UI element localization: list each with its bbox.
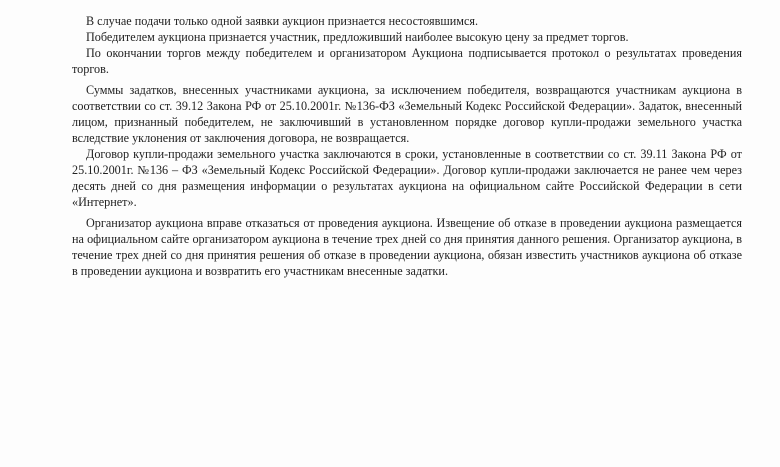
document-body — [72, 13, 742, 279]
paragraph-deposits: Суммы задатков, внесенных участниками аукциона, за исключением победителя, возвращаются участникам аукциона в соответствии со ст. 39.12 Закона РФ от 25.10.2001г. №136-ФЗ «Земельный Кодекс Российской Федерации». Задаток, внесенный лицом, признанный победителем, не заключивший в установленном порядке договор купли-продажи земельного участка вследствие уклонения от заключения договора, не возвращается. — [72, 83, 742, 145]
paragraph-single-bid: В случае подачи только одной заявки аукцион признается несостоявшимся. — [86, 14, 479, 28]
paragraph-protocol: По окончании торгов между победителем и организатором Аукциона подписывается протокол о результатах проведения торгов. — [72, 46, 742, 76]
paragraph-winner: Победителем аукциона признается участник, предложивший наиболее высокую цену за предмет торгов. — [86, 30, 629, 44]
paragraph-contract: Договор купли-продажи земельного участка заключаются в сроки, установленные в соответствии со ст. 39.11 Закона РФ от 25.10.2001г. №136 – ФЗ «Земельный Кодекс Российской Федерации». Договор купли-продажи заключается не ранее чем через десять дней со дня размещения информации о результатах аукциона на официальном сайте Российской Федерации в сети «Интернет». — [72, 147, 742, 209]
paragraph-cancellation: Организатор аукциона вправе отказаться от проведения аукциона. Извещение об отказе в проведении аукциона размещается на официальном сайте организатором аукциона в течение трех дней со дня принятия данного решения. Организатор аукциона, в течение трех дней со дня принятия решения об отказе в проведении аукциона, обязан известить участников аукциона об отказе в проведении аукциона и возвратить его участникам внесенные задатки. — [72, 216, 742, 278]
